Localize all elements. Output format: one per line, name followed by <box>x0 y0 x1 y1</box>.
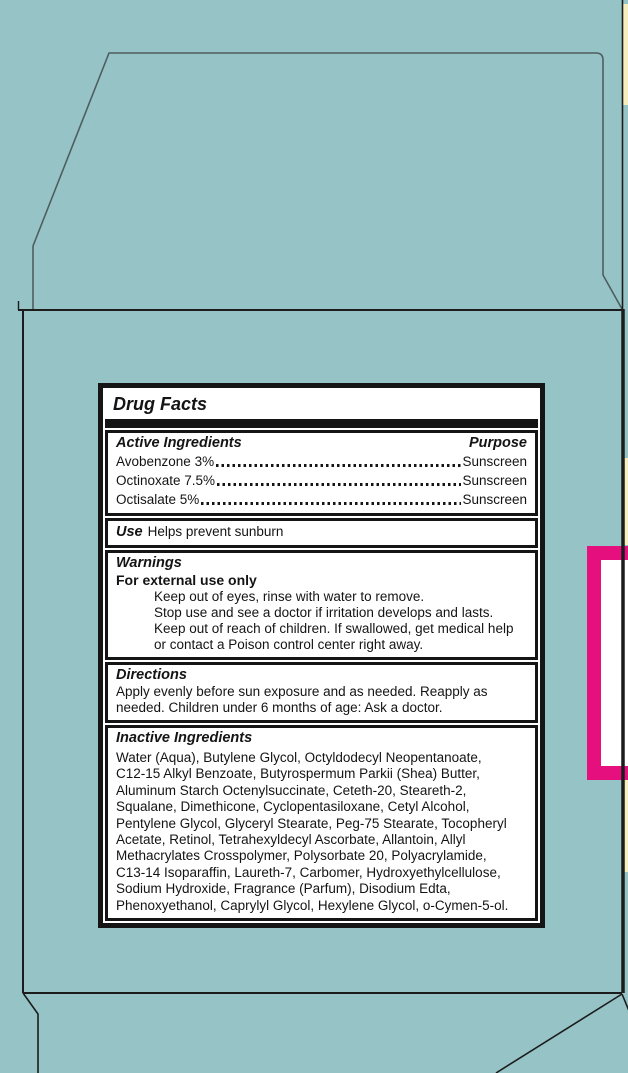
bottom-right-corner-crease <box>622 994 628 1018</box>
external-use-subheading: For external use only <box>116 572 257 588</box>
dotted-leader <box>216 464 461 467</box>
active-ingredient-row <box>116 490 527 509</box>
active-ingredients-heading: Active Ingredients <box>116 435 242 451</box>
active-ingredient-row <box>116 452 527 471</box>
directions-text: Apply evenly before sun exposure and as needed. Reapply as needed. Children under 6 months of age: Ask a doctor. <box>116 684 488 715</box>
dotted-leader <box>217 483 461 486</box>
inactive-ingredients-heading: Inactive Ingredients <box>116 730 253 746</box>
directions-heading: Directions <box>116 667 187 683</box>
ingredient-name: Octisalate 5% <box>116 492 200 507</box>
active-ingredient-row <box>116 471 527 490</box>
title-separator-bar <box>105 419 538 428</box>
warnings-text: Keep out of eyes, rinse with water to remove. Stop use and see a doctor if irritation develops and lasts. Keep out of reach of children. If swallowed, get medical help or contact a Poison control center right away. <box>154 589 514 652</box>
use-text: Helps prevent sunburn <box>147 524 284 539</box>
purpose-heading: Purpose <box>468 435 527 451</box>
warnings-heading: Warnings <box>116 555 182 571</box>
use-section <box>105 518 538 548</box>
top-flap-outline <box>33 53 622 310</box>
use-heading: Use <box>116 524 143 540</box>
active-ingredients-section <box>105 430 538 516</box>
bottom-right-diagonal-crease <box>496 994 622 1073</box>
drug-facts-title: Drug Facts <box>113 394 208 414</box>
ingredient-name: Avobenzone 3% <box>116 454 215 469</box>
ingredient-purpose: Sunscreen <box>462 473 527 488</box>
inactive-ingredients-text: Water (Aqua), Butylene Glycol, Octyldodecyl Neopentanoate, C12-15 Alkyl Benzoate, Butyrospermum Parkii (Shea) Butter, Aluminum Starch Octenylsuccinate, Ceteth-20, Steareth-2, Squalane, Dimethicone, Cyclopentasiloxane, Cetyl Alcohol, Pentylene Glycol, Glyceryl Stearate, Peg-75 Stearate, Tocopheryl Acetate, Retinol, Tetrahexyldecyl Ascorbate, Allantoin, Allyl Methacrylates Crosspolymer, Polysorbate 20, Polyacrylamide, C13-14 Isoparaffin, Laureth-7, Carbomer, Hydroxyethylcellulose, Sodium Hydroxide, Fragrance (Parfum), Disodium Edta, Phenoxyethanol, Caprylyl Glycol, Hexylene Glycol, o-Cymen-5-ol. <box>116 750 509 913</box>
directions-section <box>105 662 538 723</box>
drug-facts-panel <box>98 383 545 928</box>
dotted-leader <box>201 502 461 505</box>
ingredient-purpose: Sunscreen <box>462 492 527 507</box>
ingredient-purpose: Sunscreen <box>462 454 527 469</box>
warnings-section <box>105 550 538 660</box>
active-ingredient-rows <box>116 452 527 509</box>
inactive-ingredients-section <box>105 725 538 921</box>
ingredient-name: Octinoxate 7.5% <box>116 473 216 488</box>
bottom-left-crease <box>23 993 38 1073</box>
